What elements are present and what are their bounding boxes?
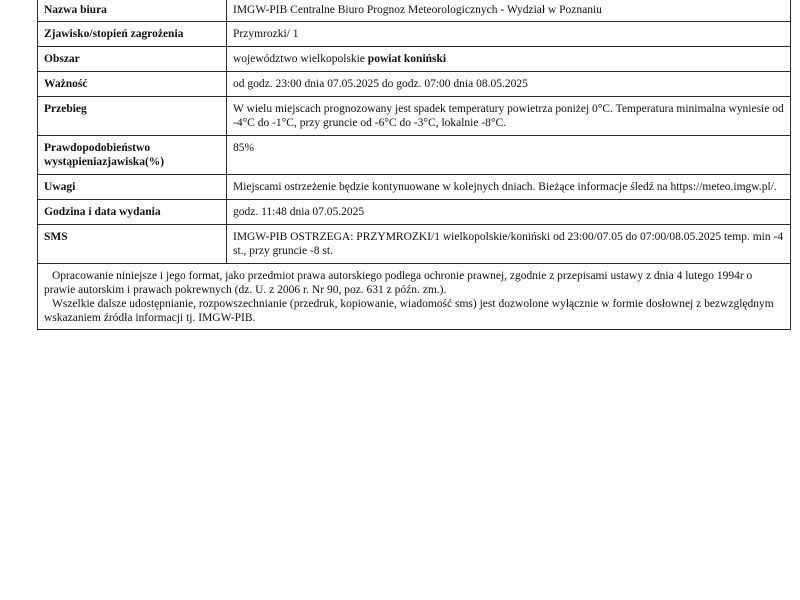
table-row	[38, 22, 791, 47]
table-row	[38, 136, 791, 175]
table-row	[38, 97, 791, 136]
area-value	[227, 47, 791, 72]
office-name-value: IMGW-PIB Centralne Biuro Prognoz Meteorologicznych - Wydział w Poznaniu	[227, 0, 791, 22]
course-value: W wielu miejscach prognozowany jest spadek temperatury powietrza poniżej 0°C. Temperatura minimalna wyniesie od -4°C do -1°C, przy gruncie od -6°C do -3°C, lokalnie -8°C.	[227, 97, 791, 136]
phenomenon-label: Zjawisko/stopień zagrożenia	[38, 22, 227, 47]
remarks-value: Miejscami ostrzeżenie będzie kontynuowane w kolejnych dniach. Bieżące informacje śledź na https://meteo.imgw.pl/.	[227, 175, 791, 200]
issue-time-label: Godzina i data wydania	[38, 200, 227, 225]
office-name-label: Nazwa biura	[38, 0, 227, 22]
area-label: Obszar	[38, 47, 227, 72]
area-voivodeship: województwo wielkopolskie	[233, 53, 365, 65]
probability-value: 85%	[227, 136, 791, 175]
table-row	[38, 175, 791, 200]
validity-value: od godz. 23:00 dnia 07.05.2025 do godz. 07:00 dnia 08.05.2025	[227, 72, 791, 97]
validity-label: Ważność	[38, 72, 227, 97]
warning-document	[37, 0, 791, 330]
table-row	[38, 72, 791, 97]
sms-value: IMGW-PIB OSTRZEGA: PRZYMROZKI/1 wielkopolskie/koniński od 23:00/07.05 do 07:00/08.05.2025 temp. min -4 st., przy gruncie -8 st.	[227, 225, 791, 264]
remarks-label: Uwagi	[38, 175, 227, 200]
sms-label: SMS	[38, 225, 227, 264]
table-row	[38, 225, 791, 264]
table-row	[38, 47, 791, 72]
distribution-paragraph: Wszelkie dalsze udostępnianie, rozpowszechnianie (przedruk, kopiowanie, wiadomość sms) jest dozwolone wyłącznie w formie dosłownej z bezwzględnym wskazaniem źródła informacji tj. IMGW-PIB.	[44, 298, 774, 324]
issue-time-value: godz. 11:48 dnia 07.05.2025	[227, 200, 791, 225]
table-row	[38, 0, 791, 22]
course-label: Przebieg	[38, 97, 227, 136]
phenomenon-value: Przymrozki/ 1	[227, 22, 791, 47]
probability-label: Prawdopodobieństwo wystąpieniazjawiska(%)	[38, 136, 227, 175]
table-row	[38, 200, 791, 225]
area-county: powiat koniński	[367, 53, 447, 65]
warning-table	[37, 0, 791, 264]
copyright-paragraph: Opracowanie niniejsze i jego format, jako przedmiot prawa autorskiego podlega ochronie prawnej, zgodnie z przepisami ustawy z dnia 4 lutego 1994r o prawie autorskim i prawach pokrewnych (dz. U. z 2006 r. Nr 90, poz. 631 z późn. zm.).	[44, 270, 753, 296]
copyright-notice	[37, 264, 791, 330]
